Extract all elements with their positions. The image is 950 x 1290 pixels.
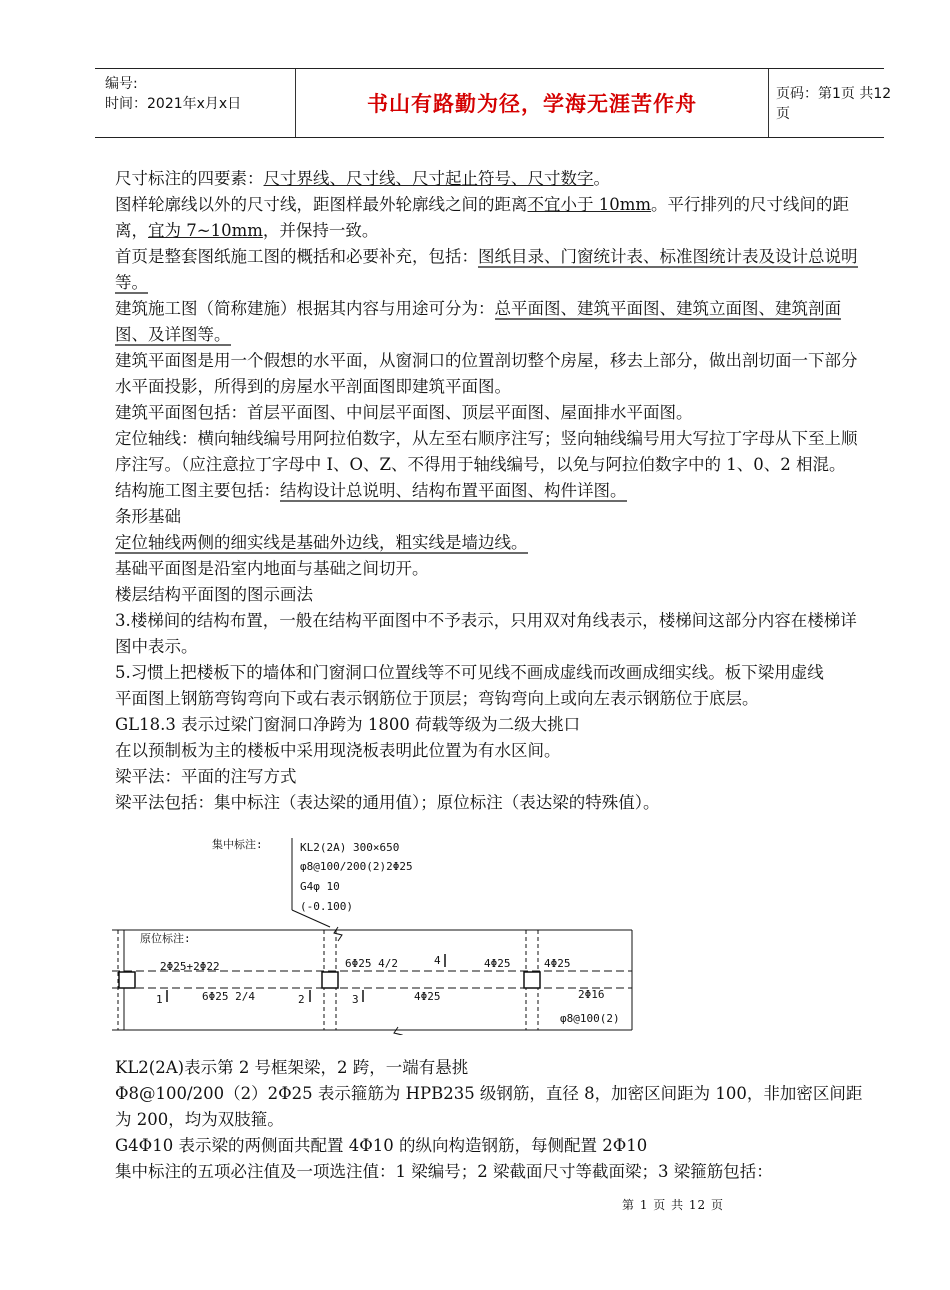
header-motto: 书山有路勤为径，学海无涯苦作舟 bbox=[367, 92, 697, 116]
in-situ-bot-mid: 4Φ25 bbox=[414, 990, 441, 1003]
page-footer: 第 1 页 共 12 页 bbox=[622, 1198, 724, 1212]
paragraph bbox=[115, 530, 867, 556]
paragraph: G4Φ10 表示梁的两侧面共配置 4Φ10 的纵向构造钢筋，每侧配置 2Φ10 bbox=[115, 1136, 648, 1155]
in-situ-bot-3: 3 bbox=[352, 993, 359, 1006]
in-situ-bot-left: 6Φ25 2/4 bbox=[202, 990, 255, 1003]
body-text-continued bbox=[115, 1055, 867, 1185]
highlighted-text: 图纸目录、门窗统计表、标准图统计表及设计总说明等。 bbox=[115, 247, 858, 292]
header-left-cell bbox=[95, 69, 295, 137]
paragraph: Φ8@100/200（2）2Φ25 表示箍筋为 HPB235 级钢筋，直径 8，加密区间距为 100，非加密区间距为 200，均为双肢箍。 bbox=[115, 1084, 863, 1129]
in-situ-top-mid: 6Φ25 4/2 bbox=[345, 957, 398, 970]
document-time-label: 时间：2021年x月x日 bbox=[105, 96, 242, 112]
paragraph: 3.楼梯间的结构布置，一般在结构平面图中不予表示，只用双对角线表示，楼梯间这部分内容在楼梯详图中表示。 bbox=[115, 611, 857, 656]
in-situ-bot-right2: φ8@100(2) bbox=[560, 1012, 620, 1025]
concentrated-line-1: KL2(2A) 300×650 bbox=[300, 841, 400, 854]
in-situ-top-right: 4Φ25 bbox=[544, 957, 571, 970]
paragraph: KL2(2A)表示第 2 号框架梁，2 跨，一端有悬挑 bbox=[115, 1058, 469, 1077]
paragraph-text: 。 bbox=[593, 169, 610, 188]
beam-annotation-diagram bbox=[112, 830, 652, 1035]
column-box bbox=[119, 972, 135, 988]
paragraph: 在以预制板为主的楼板中采用现浇板表明此位置为有水区间。 bbox=[115, 741, 561, 760]
paragraph-text: 建筑施工图（简称建施）根据其内容与用途可分为： bbox=[115, 299, 495, 318]
column-box bbox=[322, 972, 338, 988]
concentrated-line-3: G4φ 10 bbox=[300, 880, 340, 893]
paragraph-text: 结构施工图主要包括： bbox=[115, 481, 280, 500]
paragraph bbox=[115, 478, 867, 504]
paragraph: 建筑平面图是用一个假想的水平面，从窗洞口的位置剖切整个房屋，移去上部分，做出剖切面一下部分水平面投影，所得到的房屋水平剖面图即建筑平面图。 bbox=[115, 351, 858, 396]
in-situ-bot-2: 2 bbox=[298, 993, 305, 1006]
highlighted-text: 结构设计总说明、结构布置平面图、构件详图。 bbox=[280, 481, 627, 500]
header-page-number: 页码：第1页 共12页 bbox=[776, 86, 892, 122]
underlined-text: 不宜小于 10mm bbox=[527, 195, 652, 214]
paragraph-text: 尺寸标注的四要素： bbox=[115, 169, 264, 188]
document-number-label: 编号: bbox=[105, 76, 138, 92]
paragraph bbox=[115, 166, 867, 192]
paragraph: 楼层结构平面图的图示画法 bbox=[115, 585, 313, 604]
break-mark bbox=[394, 1027, 402, 1035]
paragraph-text: 。平行排列的尺寸线间的距离， bbox=[115, 195, 850, 240]
paragraph bbox=[115, 244, 867, 296]
highlighted-text: 总平面图、建筑平面图、建筑立面图、建筑剖面图、及详图等。 bbox=[115, 299, 841, 344]
in-situ-top-4: 4 bbox=[434, 954, 441, 967]
concentrated-line-4: (-0.100) bbox=[300, 900, 353, 913]
page-header bbox=[95, 68, 892, 138]
column-box bbox=[524, 972, 540, 988]
paragraph: 平面图上钢筋弯钩弯向下或右表示钢筋位于顶层；弯钩弯向上或向左表示钢筋位于底层。 bbox=[115, 689, 759, 708]
highlighted-text: 定位轴线两侧的细实线是基础外边线，粗实线是墙边线。 bbox=[115, 533, 528, 552]
paragraph: 定位轴线：横向轴线编号用阿拉伯数字，从左至右顺序注写；竖向轴线编号用大写拉丁字母从下至上顺序注写。（应注意拉丁字母中 I、O、Z、不得用于轴线编号，以免与阿拉伯数字中的 1、0、2 相混。 bbox=[115, 429, 858, 474]
in-situ-top-left: 2Φ25+2Φ22 bbox=[160, 960, 220, 973]
header-page-cell bbox=[768, 69, 892, 137]
paragraph bbox=[115, 296, 867, 348]
paragraph-text: 首页是整套图纸施工图的概括和必要补充，包括： bbox=[115, 247, 478, 266]
paragraph: 条形基础 bbox=[115, 507, 181, 526]
paragraph: 基础平面图是沿室内地面与基础之间切开。 bbox=[115, 559, 429, 578]
header-motto-cell bbox=[295, 69, 769, 137]
in-situ-label: 原位标注: bbox=[140, 932, 191, 945]
in-situ-bot-right1: 2Φ16 bbox=[578, 988, 605, 1001]
paragraph: 5.习惯上把楼板下的墙体和门窗洞口位置线等不可见线不画成虚线而改画成细实线。板下梁用虚线 bbox=[115, 663, 824, 682]
concentrated-line-2: φ8@100/200(2)2Φ25 bbox=[300, 860, 413, 873]
underlined-text: 宜为 7~10mm bbox=[148, 221, 263, 240]
concentrated-label: 集中标注: bbox=[212, 838, 263, 851]
paragraph: 梁平法包括：集中标注（表达梁的通用值）；原位标注（表达梁的特殊值）。 bbox=[115, 793, 660, 812]
paragraph-text: ，并保持一致。 bbox=[262, 221, 379, 240]
paragraph: GL18.3 表示过梁门窗洞口净跨为 1800 荷载等级为二级大挑口 bbox=[115, 715, 581, 734]
underlined-text: 尺寸界线、尺寸线、尺寸起止符号、尺寸数字 bbox=[263, 169, 594, 188]
in-situ-bot-1: 1 bbox=[156, 993, 163, 1006]
paragraph: 梁平法：平面的注写方式 bbox=[115, 767, 297, 786]
paragraph: 集中标注的五项必注值及一项选注值：1 梁编号；2 梁截面尺寸等截面梁；3 梁箍筋包括： bbox=[115, 1162, 773, 1181]
paragraph-text: 图样轮廓线以外的尺寸线，距图样最外轮廓线之间的距离 bbox=[115, 195, 528, 214]
paragraph bbox=[115, 192, 867, 244]
break-mark bbox=[334, 927, 342, 941]
body-text bbox=[115, 166, 867, 816]
in-situ-top-mid2: 4Φ25 bbox=[484, 957, 511, 970]
paragraph: 建筑平面图包括：首层平面图、中间层平面图、顶层平面图、屋面排水平面图。 bbox=[115, 403, 693, 422]
